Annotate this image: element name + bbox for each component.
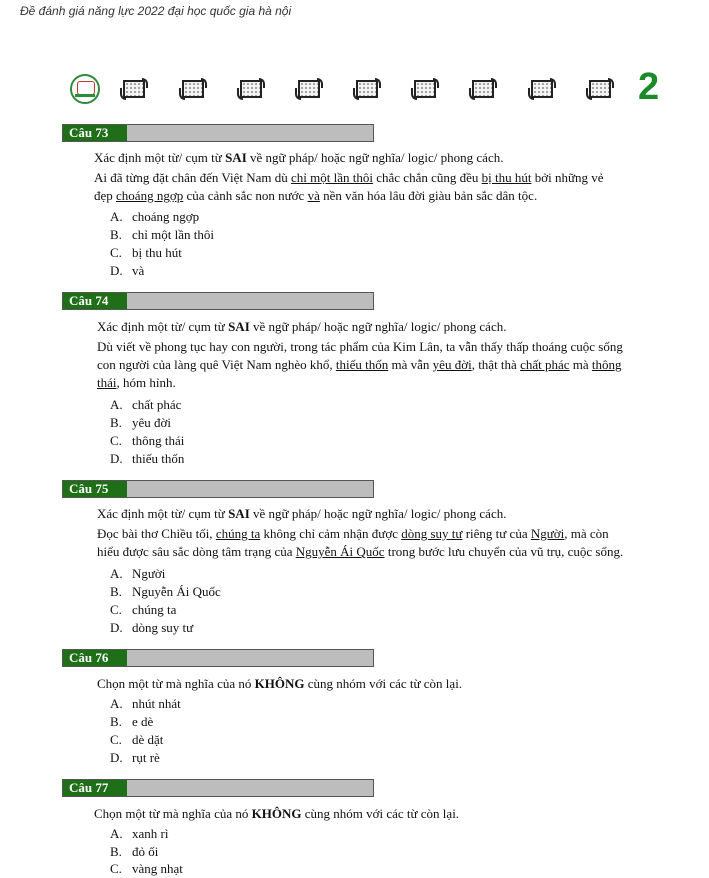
scroll-icon — [469, 78, 497, 100]
answer-option[interactable]: D. và — [110, 263, 145, 278]
answer-option[interactable]: C. dè dặt — [110, 732, 164, 747]
question-instruction: Chọn một từ mà nghĩa của nó KHÔNG cùng nhóm với các từ còn lại. — [94, 806, 460, 821]
answer-option[interactable]: C. chúng ta — [110, 602, 177, 617]
answer-option[interactable]: D. rụt rè — [110, 750, 160, 765]
underlined-phrase: yêu đời — [432, 357, 472, 372]
underlined-phrase: bị thu hút — [481, 170, 532, 185]
scroll-icon — [528, 78, 556, 100]
underlined-phrase: Nguyễn Ái Quốc — [295, 544, 385, 559]
question-instruction: Xác định một từ/ cụm từ SAI về ngữ pháp/ hoặc ngữ nghĩa/ logic/ phong cách. — [97, 506, 507, 521]
answer-option[interactable]: A. Người — [110, 566, 166, 581]
scroll-icon — [411, 78, 439, 100]
answer-option[interactable]: B. đỏ ối — [110, 844, 159, 859]
answer-option[interactable]: C. vàng nhạt — [110, 861, 183, 876]
answer-option[interactable]: A. chất phác — [110, 397, 182, 412]
question-instruction: Chọn một từ mà nghĩa của nó KHÔNG cùng nhóm với các từ còn lại. — [97, 676, 463, 691]
question-passage: Dù viết về phong tục hay con người, trong tác phẩm của Kim Lân, ta vẫn thấy thấp thoáng cuộc sống con người của làng quê Việt Nam nghèo khổ, thiếu thốn mà vẫn yêu đời, thật thà chất phác mà thông thái, hóm hỉnh. — [97, 339, 623, 390]
answer-option[interactable]: B. Nguyễn Ái Quốc — [110, 584, 221, 599]
underlined-phrase: choáng ngợp — [116, 188, 184, 203]
answer-option[interactable]: D. thiếu thốn — [110, 451, 185, 466]
university-logo-icon — [70, 74, 100, 104]
answer-option[interactable]: A. nhút nhát — [110, 696, 181, 711]
scroll-icon — [179, 78, 207, 100]
document-title: Đề đánh giá năng lực 2022 đại học quốc gia hà nội — [20, 4, 292, 18]
question-instruction: Xác định một từ/ cụm từ SAI về ngữ pháp/ hoặc ngữ nghĩa/ logic/ phong cách. — [97, 319, 507, 334]
answer-option[interactable]: C. bị thu hút — [110, 245, 182, 260]
scroll-icon — [586, 78, 614, 100]
answer-option[interactable]: A. choáng ngợp — [110, 209, 200, 224]
answer-option[interactable]: C. thông thái — [110, 433, 185, 448]
scroll-icon — [353, 78, 381, 100]
underlined-phrase: chúng ta — [215, 526, 261, 541]
underlined-phrase: thái — [97, 375, 117, 390]
scroll-icon — [120, 78, 148, 100]
question-header — [62, 480, 374, 498]
underlined-phrase: Người — [530, 526, 565, 541]
answer-option[interactable]: D. dòng suy tư — [110, 620, 194, 635]
question-instruction: Xác định một từ/ cụm từ SAI về ngữ pháp/ hoặc ngữ nghĩa/ logic/ phong cách. — [94, 150, 504, 165]
underlined-phrase: thông — [591, 357, 622, 372]
page-banner — [68, 66, 668, 110]
question-label: Câu 73 — [63, 125, 127, 141]
answer-option[interactable]: B. e dè — [110, 714, 154, 729]
underlined-phrase: dòng suy tư — [401, 526, 463, 541]
underlined-phrase: thiếu thốn — [335, 357, 389, 372]
answer-option[interactable]: A. xanh rì — [110, 826, 169, 841]
question-label: Câu 76 — [63, 650, 127, 666]
underlined-phrase: chỉ một lần thôi — [291, 170, 373, 185]
answer-option[interactable]: B. chỉ một lần thôi — [110, 227, 214, 242]
question-passage: Đọc bài thơ Chiều tối, chúng ta không chỉ cảm nhận được dòng suy tư riêng tư của Người, mà còn hiểu được sâu sắc dòng tâm trạng của Nguyễn Ái Quốc trong bước lưu chuyển của vũ trụ, cuộc sống. — [97, 526, 624, 559]
page-number: 2 — [638, 66, 660, 108]
question-header — [62, 124, 374, 142]
answer-option[interactable]: B. yêu đời — [110, 415, 172, 430]
question-header — [62, 779, 374, 797]
underlined-phrase: và — [307, 188, 320, 203]
question-header — [62, 292, 374, 310]
scroll-icon — [295, 78, 323, 100]
underlined-phrase: chất phác — [520, 357, 570, 372]
question-label: Câu 75 — [63, 481, 127, 497]
question-header — [62, 649, 374, 667]
scroll-icon — [237, 78, 265, 100]
question-label: Câu 77 — [63, 780, 127, 796]
question-label: Câu 74 — [63, 293, 127, 309]
question-passage: Ai đã từng đặt chân đến Việt Nam dù chỉ một lần thôi chắc chắn cũng đều bị thu hút bởi những vẻ đẹp choáng ngợp của cảnh sắc non nước và nền văn hóa lâu đời giàu bản sắc dân tộc. — [94, 170, 604, 203]
